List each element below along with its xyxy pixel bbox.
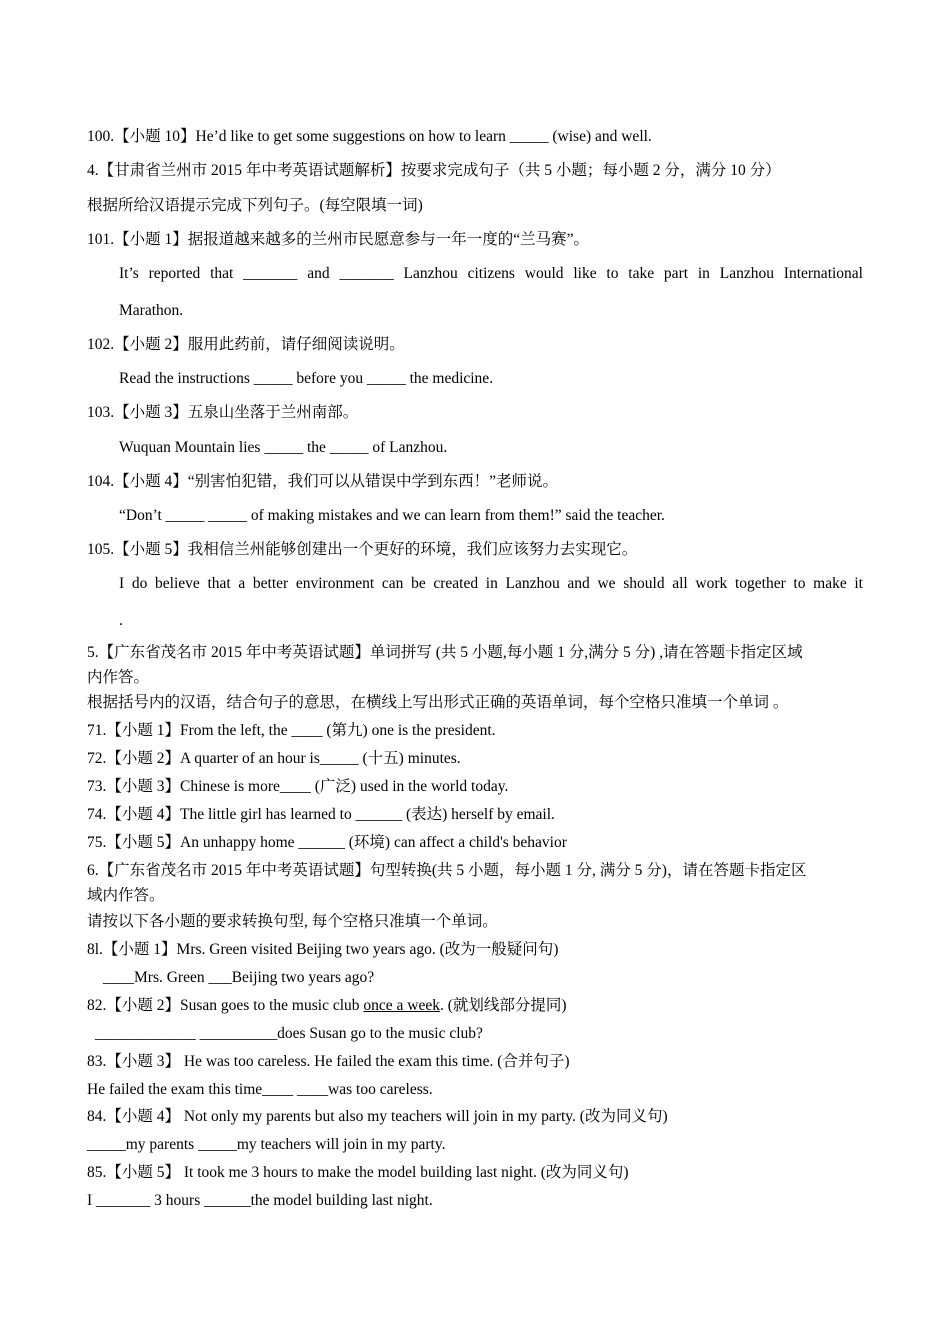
question-85: 85.【小题 5】 It took me 3 hours to make the model building last night. (改为同义句) <box>87 1164 629 1181</box>
question-83: 83.【小题 3】 He was too careless. He failed the exam this time. (合并句子) <box>87 1053 570 1070</box>
question-101-prompt: 101.【小题 1】据报道越来越多的兰州市民愿意参与一年一度的“兰马赛”。 <box>87 231 590 248</box>
question-83-answer: He failed the exam this time____ ____was too careless. <box>87 1081 433 1098</box>
section-6-heading-cont: 域内作答。 <box>87 887 165 904</box>
question-82-answer: _____________ __________does Susan go to the music club? <box>95 1025 483 1042</box>
section-5-instructions: 根据括号内的汉语，结合句子的意思，在横线上写出形式正确的英语单词，每个空格只准填一个单词 。 <box>87 694 789 711</box>
question-103-sentence: Wuquan Mountain lies _____ the _____ of Lanzhou. <box>119 439 448 456</box>
question-84: 84.【小题 4】 Not only my parents but also my teachers will join in my party. (改为同义句) <box>87 1108 668 1125</box>
question-101-sentence-cont: Marathon. <box>119 302 184 319</box>
question-73: 73.【小题 3】Chinese is more____ (广泛) used in the world today. <box>87 778 509 795</box>
question-71: 71.【小题 1】From the left, the ____ (第九) one is the president. <box>87 722 496 739</box>
question-105-prompt: 105.【小题 5】我相信兰州能够创建出一个更好的环境，我们应该努力去实现它。 <box>87 541 638 558</box>
question-82-instruction: . (就划线部分提同) <box>440 997 567 1014</box>
question-105-sentence-end: . <box>119 612 123 629</box>
question-105-sentence: I do believe that a better environment can be created in Lanzhou and we should all work together to make it <box>119 575 863 592</box>
question-81-answer: ____Mrs. Green ___Beijing two years ago? <box>103 969 375 986</box>
question-82-underlined: once a week <box>363 997 440 1014</box>
question-104-sentence: “Don’t _____ _____ of making mistakes and we can learn from them!” said the teacher. <box>119 507 665 524</box>
question-102-prompt: 102.【小题 2】服用此药前，请仔细阅读说明。 <box>87 336 405 353</box>
question-101-sentence: It’s reported that _______ and _______ Lanzhou citizens would like to take part in Lanzhou International <box>119 265 863 282</box>
section-4-instructions: 根据所给汉语提示完成下列句子。(每空限填一词) <box>87 197 423 214</box>
section-5-heading: 5.【广东省茂名市 2015 年中考英语试题】单词拼写 (共 5 小题,每小题 1 分,满分 5 分) ,请在答题卡指定区域 <box>87 644 803 661</box>
question-82 <box>87 996 567 1016</box>
section-6-heading: 6.【广东省茂名市 2015 年中考英语试题】句型转换(共 5 小题，每小题 1 分, 满分 5 分)，请在答题卡指定区 <box>87 862 807 879</box>
question-74: 74.【小题 4】The little girl has learned to ______ (表达) herself by email. <box>87 806 555 823</box>
section-5-heading-cont: 内作答。 <box>87 669 150 686</box>
question-82-text: 82.【小题 2】Susan goes to the music club <box>87 997 364 1014</box>
question-100: 100.【小题 10】He’d like to get some suggestions on how to learn _____ (wise) and well. <box>87 128 652 145</box>
section-6-instructions: 请按以下各小题的要求转换句型, 每个空格只准填一个单词。 <box>87 913 498 930</box>
question-75: 75.【小题 5】An unhappy home ______ (环境) can affect a child's behavior <box>87 834 567 851</box>
question-104-prompt: 104.【小题 4】“别害怕犯错，我们可以从错误中学到东西！”老师说。 <box>87 473 559 490</box>
section-4-heading: 4.【甘肃省兰州市 2015 年中考英语试题解析】按要求完成句子（共 5 小题；每小题 2 分，满分 10 分） <box>87 162 781 179</box>
question-103-prompt: 103.【小题 3】五泉山坐落于兰州南部。 <box>87 404 359 421</box>
question-85-answer: I _______ 3 hours ______the model building last night. <box>87 1192 433 1209</box>
question-102-sentence: Read the instructions _____ before you _____ the medicine. <box>119 370 494 387</box>
question-84-answer: _____my parents _____my teachers will join in my party. <box>87 1136 446 1153</box>
question-81: 8l.【小题 1】Mrs. Green visited Beijing two years ago. (改为一般疑问句) <box>87 941 559 958</box>
question-72: 72.【小题 2】A quarter of an hour is_____ (十五) minutes. <box>87 750 461 767</box>
